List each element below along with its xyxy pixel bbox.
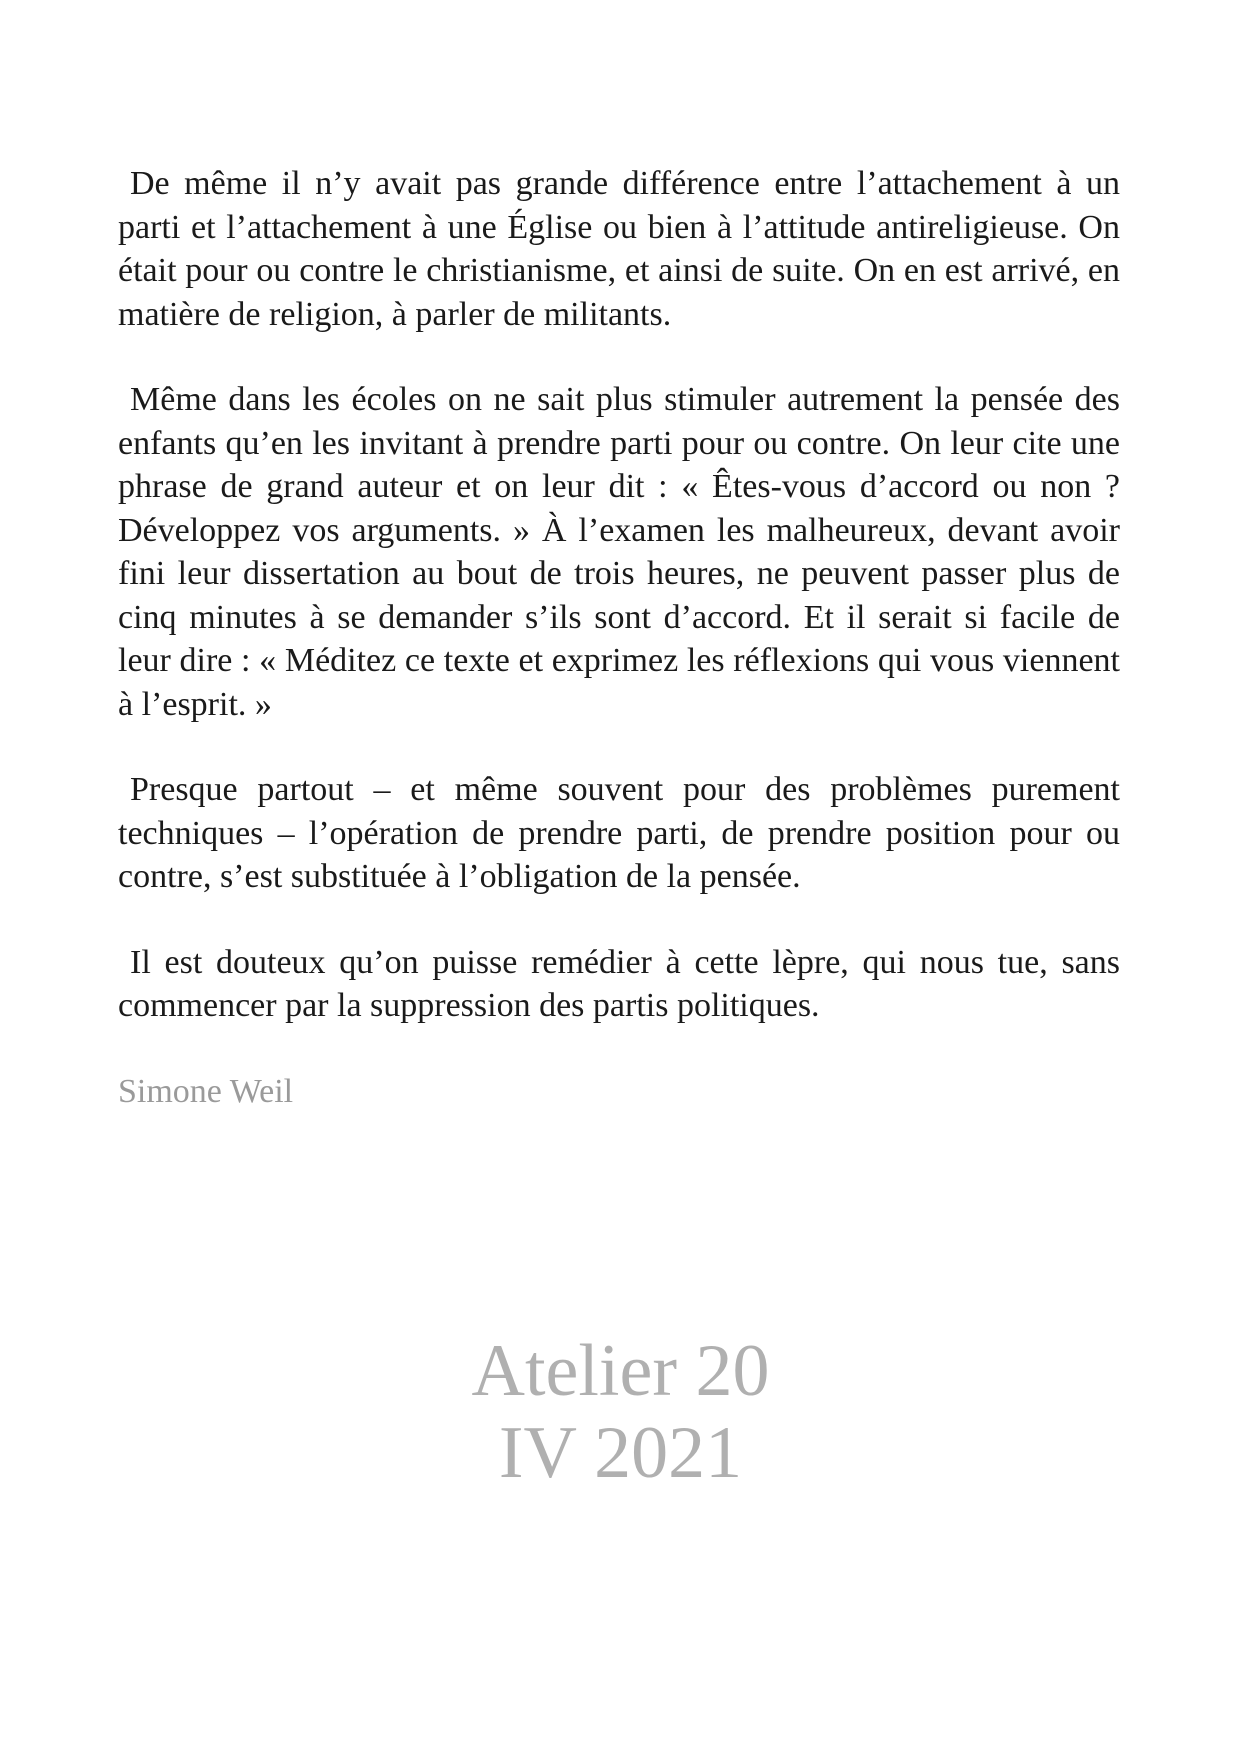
footer-line-atelier: Atelier 20 (471, 1330, 770, 1412)
quote-text-block (118, 162, 1120, 1113)
paragraph-1: De même il n’y avait pas grande différence entre l’attachement à un parti et l’attachement à une Église ou bien à l’attitude antireligieuse. On était pour ou contre le christianisme, et ainsi de suite. On en est arrivé, en matière de religion, à parler de militants. (118, 165, 1120, 333)
author-signature: Simone Weil (118, 1072, 294, 1110)
footer-colophon (0, 1330, 1241, 1494)
footer-line-date: IV 2021 (498, 1412, 743, 1494)
paragraph-3: Presque partout – et même souvent pour des problèmes purement techniques – l’opération de prendre parti, de prendre position pour ou contre, s’est substituée à l’obligation de la pensée. (118, 771, 1120, 895)
paragraph-2: Même dans les écoles on ne sait plus stimuler autrement la pensée des enfants qu’en les invitant à prendre parti pour ou contre. On leur cite une phrase de grand auteur et on leur dit : « Êtes-vous d’accord ou non ? Développez vos arguments. » À l’examen les malheureux, devant avoir fini leur dissertation au bout de trois heures, ne peuvent passer plus de cinq minutes à se demander s’ils sont d’accord. Et il serait si facile de leur dire : « Méditez ce texte et exprimez les réflexions qui vous viennent à l’esprit. » (118, 381, 1120, 723)
paragraph-4: Il est douteux qu’on puisse remédier à cette lèpre, qui nous tue, sans commencer par la suppression des partis politiques. (118, 943, 1120, 1024)
